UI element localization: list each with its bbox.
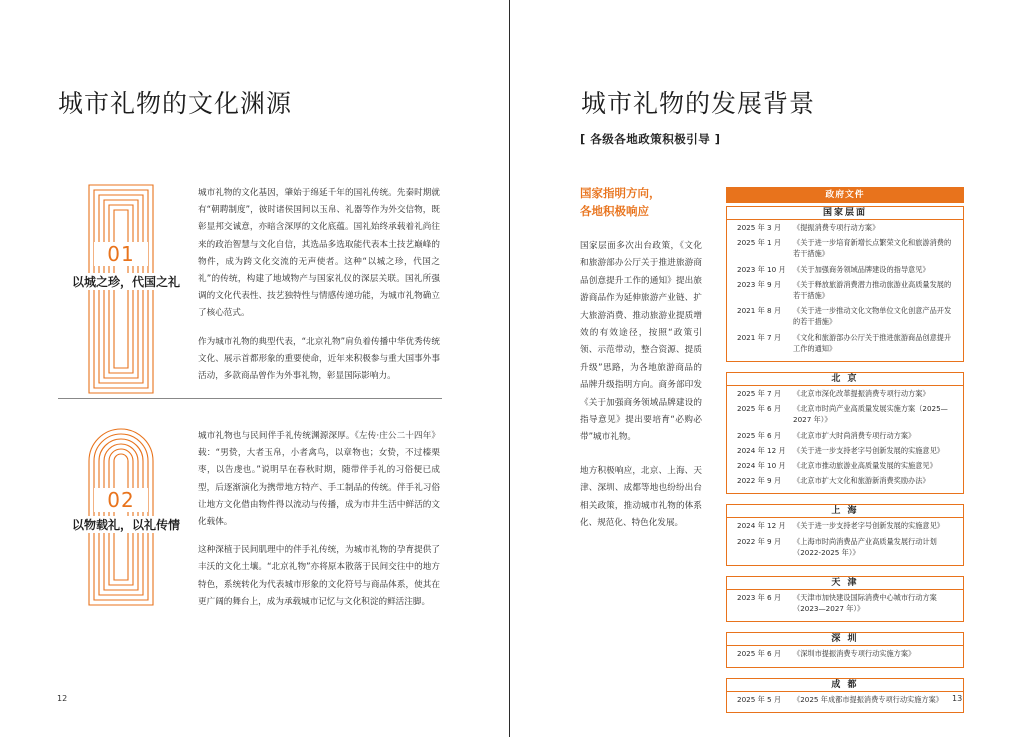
policy-document-title: 《北京市扩大时尚消费专项行动方案》	[793, 430, 916, 440]
policy-region-title	[731, 577, 959, 589]
policy-date: 2022 年 9 月	[737, 536, 782, 546]
policy-region-divider	[727, 691, 963, 692]
policy-date: 2025 年 1 月	[737, 238, 782, 248]
policy-date: 2025 年 6 月	[737, 649, 782, 659]
policy-row	[731, 592, 959, 614]
policy-row	[731, 430, 959, 441]
policy-document-title: 《天津市加快建设国际消费中心城市行动方案（2023—2027 年）》	[793, 593, 937, 614]
policy-date: 2025 年 6 月	[737, 404, 782, 414]
left-page-title: 城市礼物的文化渊源	[58, 89, 293, 118]
policy-date: 2025 年 5 月	[737, 694, 782, 704]
orange-heading	[580, 184, 661, 220]
policy-document-title: 《深圳市提振消费专项行动实施方案》	[793, 649, 916, 659]
policy-date: 2024 年 12 月	[737, 445, 786, 455]
right-page-title: 城市礼物的发展背景	[581, 89, 816, 118]
policy-regions	[726, 206, 964, 713]
policy-row	[731, 279, 959, 301]
orange-heading-line-2: 各地积极响应	[580, 204, 649, 218]
section-02-text	[198, 428, 440, 622]
policy-document-title: 《关于进一步推动文化文物单位文化创意产品开发的若干措施》	[793, 306, 952, 327]
policy-document-title: 《关于进一步支持老字号创新发展的实施意见》	[793, 521, 944, 531]
section-02-number: 02	[94, 488, 148, 512]
policy-region-box	[726, 504, 964, 566]
policy-document-title: 《关于加强商务领域品牌建设的指导意见》	[793, 264, 930, 274]
section-01-motif	[72, 184, 181, 394]
policy-document-title: 《上海市时尚消费品产业高质量发展行动计划（2022-2025 年）》	[793, 536, 937, 557]
section-01-paragraph-1: 城市礼物的文化基因，肇始于绵延千年的国礼传统。先秦时期就有“朝聘制度”，彼时诸侯国间以玉帛、礼器等作为外交信物，既彰显邦交诚意，亦暗含深厚的文化底蕴。国礼始终承载着礼尚往来的政治智慧与文化自信，其选品多选取能代表本土技艺巅峰的物件，成为跨文化交流的无声使者。这种“以城之珍，代国之礼”的传统，构建了地域物产与国家礼仪的深层关联。国礼所强调的文化代表性、技艺独特性与情感传递功能，为城市礼物确立了核心范式。	[198, 188, 440, 319]
policy-region-title	[731, 207, 959, 219]
policy-region-box	[726, 678, 964, 713]
policy-documents-table	[726, 187, 964, 713]
policy-row	[731, 694, 959, 705]
policy-region-divider	[727, 385, 963, 386]
policy-row	[731, 222, 959, 233]
policy-region-name: 上 海	[825, 506, 864, 516]
policy-date: 2024 年 12 月	[737, 521, 786, 531]
policy-date: 2025 年 6 月	[737, 430, 782, 440]
policy-region-box	[726, 576, 964, 622]
policy-row	[731, 475, 959, 486]
policy-document-title: 《关于释放旅游消费潜力推动旅游业高质量发展的若干措施》	[793, 279, 952, 301]
policy-date: 2022 年 9 月	[737, 476, 782, 486]
left-page-number: 12	[57, 694, 68, 703]
policy-region-name: 成 都	[825, 680, 864, 690]
policy-row	[731, 403, 959, 425]
policy-table-header: 政府文件	[726, 187, 964, 203]
section-02-paragraph-2: 这种深植于民间肌理中的伴手礼传统，为城市礼物的孕育提供了丰沃的文化土壤。“北京礼物”亦将原本散落于民间交往中的地方特色，系统转化为代表城市形象的文化符号与商品体系，使其在更广阔的舞台上，成为承载城市记忆与文化积淀的鲜活注脚。	[198, 545, 440, 607]
section-01-label: 以城之珍，代国之礼	[72, 275, 181, 289]
orange-heading-line-1: 国家指明方向，	[580, 186, 661, 200]
policy-date: 2023 年 10 月	[737, 264, 786, 274]
policy-region-name: 北 京	[825, 374, 864, 384]
national-policy-paragraph: 国家层面多次出台政策，《文化和旅游部办公厅关于推进旅游商品创意提升工作的通知》提出旅游商品作为延伸旅游产业链、扩大旅游消费、推动旅游业提质增效的有效途径，按照“政策引领、示范带动，整合资源、提质升级”思路，为各地旅游商品的品牌升级指明方向。商务部印发《关于加强商务领域品牌建设的指导意见》提出要培育“必购必带”城市礼物。	[580, 241, 702, 443]
policy-row	[731, 264, 959, 275]
policy-document-title: 《关于进一步支持老字号创新发展的实施意见》	[793, 445, 944, 455]
policy-region-name: 天 津	[825, 578, 864, 588]
policy-region-title	[731, 373, 959, 385]
policy-row	[731, 388, 959, 399]
policy-date: 2025 年 3 月	[737, 223, 782, 232]
policy-row	[731, 305, 959, 327]
policy-region-divider	[727, 517, 963, 518]
policy-region-name: 深 圳	[825, 634, 864, 644]
policy-row	[731, 237, 959, 259]
policy-region-divider	[727, 589, 963, 590]
section-02-label: 以物载礼，以礼传情	[72, 518, 181, 532]
policy-date: 2024 年 10 月	[737, 461, 786, 471]
policy-document-title: 《2025 年成都市提振消费专项行动实施方案》	[793, 694, 943, 704]
policy-document-title: 《北京市深化改革提振消费专项行动方案》	[793, 389, 930, 399]
policy-row	[731, 445, 959, 456]
policy-document-title: 《提振消费专项行动方案》	[793, 223, 880, 232]
policy-region-box	[726, 372, 964, 494]
section-02-motif	[72, 428, 181, 606]
policy-region-divider	[727, 219, 963, 220]
section-02-paragraph-1: 城市礼物也与民间伴手礼传统渊源深厚。《左传·庄公二十四年》载：“男贽，大者玉帛，小者禽鸟，以章物也；女贽，不过榛栗枣，以告虔也。”说明早在春秋时期，随带伴手礼的习俗便已成型，后逐渐演化为携带地方特产、手工制品的传统。伴手礼习俗让地方文化借由物件得以流动与传播，成为市井生活中鲜活的文化载体。	[198, 431, 440, 528]
policy-row	[731, 648, 959, 659]
right-page-number: 13	[952, 694, 963, 703]
policy-region-divider	[727, 645, 963, 646]
policy-document-title: 《北京市时尚产业高质量发展实施方案（2025—2027 年）》	[793, 404, 948, 425]
policy-region-title	[731, 633, 959, 645]
right-page-subtitle: [ 各级各地政策积极引导 ]	[580, 132, 721, 146]
section-01-text	[198, 185, 440, 396]
policy-region-box	[726, 206, 964, 362]
policy-document-title: 《关于进一步培育新增长点繁荣文化和旅游消费的若干措施》	[793, 238, 952, 259]
section-01-number: 01	[94, 242, 148, 266]
policy-document-title: 《文化和旅游部办公厅关于推进旅游商品创意提升工作的通知》	[793, 332, 952, 353]
policy-row	[731, 520, 959, 531]
policy-region-box	[726, 632, 964, 667]
policy-date: 2023 年 6 月	[737, 593, 782, 603]
policy-region-name: 国家层面	[817, 208, 873, 218]
book-spine	[509, 0, 510, 737]
policy-region-title	[731, 505, 959, 517]
policy-date: 2021 年 7 月	[737, 332, 782, 342]
local-policy-paragraph: 地方积极响应，北京、上海、天津、深圳、成都等地也纷纷出台相关政策，推动城市礼物的体系化、规范化、特色化发展。	[580, 466, 702, 529]
policy-region-title	[731, 679, 959, 691]
policy-date: 2021 年 8 月	[737, 306, 782, 316]
section-01-paragraph-2: 作为城市礼物的典型代表，“北京礼物”肩负着传播中华优秀传统文化、展示首都形象的重要使命，近年来积极参与重大国事外事活动，多款商品曾作为外事礼物，彰显国际影响力。	[198, 336, 440, 382]
policy-document-title: 《北京市扩大文化和旅游新消费奖励办法》	[793, 476, 930, 486]
policy-row	[731, 332, 959, 354]
policy-row	[731, 460, 959, 471]
policy-date: 2023 年 9 月	[737, 279, 782, 289]
policy-row	[731, 536, 959, 558]
policy-date: 2025 年 7 月	[737, 389, 782, 399]
section-divider	[58, 398, 442, 399]
policy-document-title: 《北京市推动旅游业高质量发展的实施意见》	[793, 461, 937, 471]
